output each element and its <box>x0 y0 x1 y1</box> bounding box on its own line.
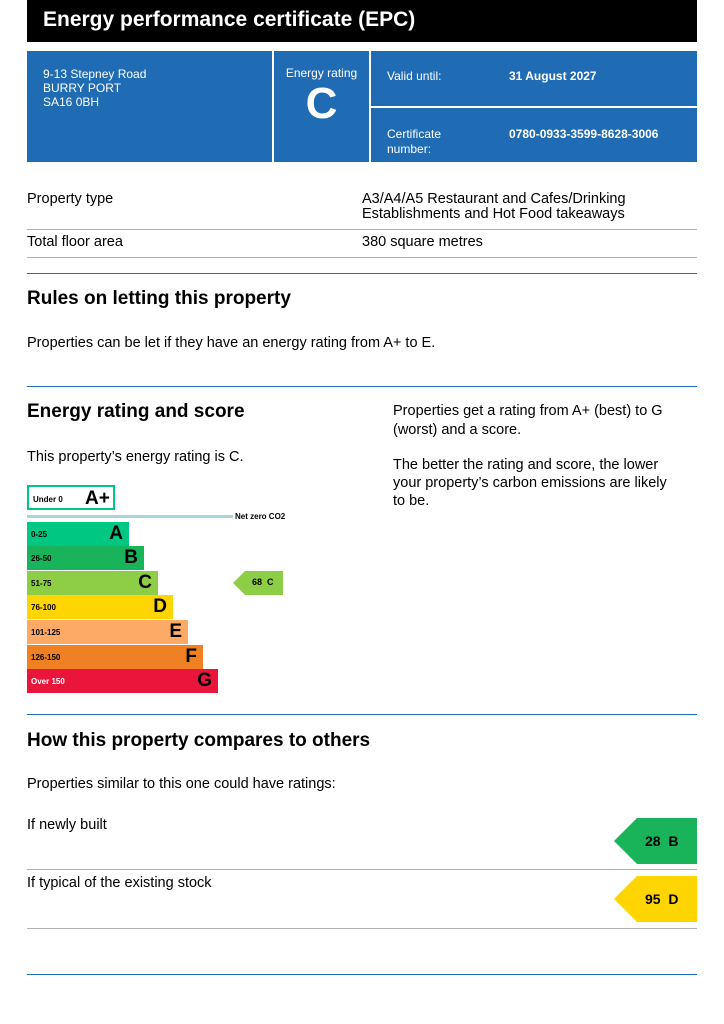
divider <box>27 257 697 258</box>
energy-info-2-line2: your property’s carbon emissions are likely <box>393 475 667 491</box>
existing-stock-rating <box>645 891 678 907</box>
letting-heading: Rules on letting this property <box>27 288 291 309</box>
energy-statement: This property’s energy rating is C. <box>27 449 244 465</box>
section-divider <box>27 714 697 715</box>
property-type-label: Property type <box>27 191 114 207</box>
current-score-value: 68 <box>252 577 263 587</box>
current-score-label <box>252 577 274 587</box>
floor-area-label: Total floor area <box>27 234 123 250</box>
band-c <box>27 571 158 595</box>
current-score-letter: C <box>267 577 274 587</box>
address-box <box>27 51 272 162</box>
band-g-range: Over 150 <box>31 677 65 686</box>
energy-rating-label: Energy rating <box>285 66 358 80</box>
band-a-letter: A <box>109 523 123 544</box>
band-e <box>27 620 188 644</box>
energy-info-1-line1: Properties get a rating from A+ (best) to G <box>393 403 663 419</box>
energy-info-2-line1: The better the rating and score, the lower <box>393 457 659 473</box>
band-b <box>27 546 144 570</box>
section-divider <box>27 273 697 274</box>
band-a <box>27 522 129 546</box>
certificate-number-box <box>371 108 697 162</box>
energy-heading: Energy rating and score <box>27 401 245 422</box>
energy-info-1-line2: (worst) and a score. <box>393 422 522 438</box>
property-type-value-line1: A3/A4/A5 Restaurant and Cafes/Drinking <box>362 191 626 207</box>
certificate-number-label: Certificate number: <box>387 127 442 156</box>
band-a-range: 0-25 <box>31 530 48 539</box>
compare-heading: How this property compares to others <box>27 730 371 751</box>
address-line-3: SA16 0BH <box>43 95 100 109</box>
band-c-range: 51-75 <box>31 579 52 588</box>
section-divider <box>27 386 697 387</box>
divider <box>27 928 697 929</box>
valid-until-box <box>371 51 697 106</box>
compare-intro: Properties similar to this one could have ratings: <box>27 776 336 792</box>
address-line-1: 9-13 Stepney Road <box>43 67 147 81</box>
section-divider <box>27 974 697 975</box>
divider <box>27 229 697 230</box>
band-g <box>27 669 218 693</box>
band-aplus-letter: A+ <box>85 488 110 509</box>
band-f-letter: F <box>185 646 197 667</box>
band-f-range: 126-150 <box>31 653 61 662</box>
newly-built-label: If newly built <box>27 817 107 833</box>
band-d-range: 76-100 <box>31 603 56 612</box>
existing-stock-score: 95 <box>645 891 661 907</box>
property-type-value-line2: Establishments and Hot Food takeaways <box>362 206 625 222</box>
energy-rating-box <box>274 51 369 162</box>
band-b-range: 26-50 <box>31 554 52 563</box>
band-d-letter: D <box>153 596 167 617</box>
net-zero-line <box>27 515 233 518</box>
band-e-range: 101-125 <box>31 628 61 637</box>
floor-area-value: 380 square metres <box>362 234 483 250</box>
band-c-letter: C <box>138 572 152 593</box>
existing-stock-label: If typical of the existing stock <box>27 875 212 891</box>
band-e-letter: E <box>169 621 182 642</box>
certificate-number-value: 0780-0933-3599-8628-3006 <box>509 127 659 141</box>
energy-info-2-line3: to be. <box>393 493 430 509</box>
energy-rating-letter: C <box>305 79 338 128</box>
band-aplus <box>27 485 115 510</box>
newly-built-score: 28 <box>645 833 661 849</box>
band-b-letter: B <box>124 547 138 568</box>
valid-until-value: 31 August 2027 <box>509 69 597 83</box>
band-aplus-range: Under 0 <box>33 495 63 504</box>
divider <box>27 869 697 870</box>
valid-until-label: Valid until: <box>387 69 442 83</box>
band-g-letter: G <box>197 670 212 691</box>
address-line-2: BURRY PORT <box>43 81 122 95</box>
net-zero-label: Net zero CO2 <box>235 512 286 521</box>
newly-built-letter: B <box>668 833 679 849</box>
title-bar <box>27 0 697 42</box>
newly-built-rating <box>645 833 678 849</box>
letting-text: Properties can be let if they have an energy rating from A+ to E. <box>27 335 436 351</box>
band-d <box>27 595 173 619</box>
page-title: Energy performance certificate (EPC) <box>43 8 416 31</box>
existing-stock-letter: D <box>668 891 679 907</box>
band-f <box>27 645 203 669</box>
